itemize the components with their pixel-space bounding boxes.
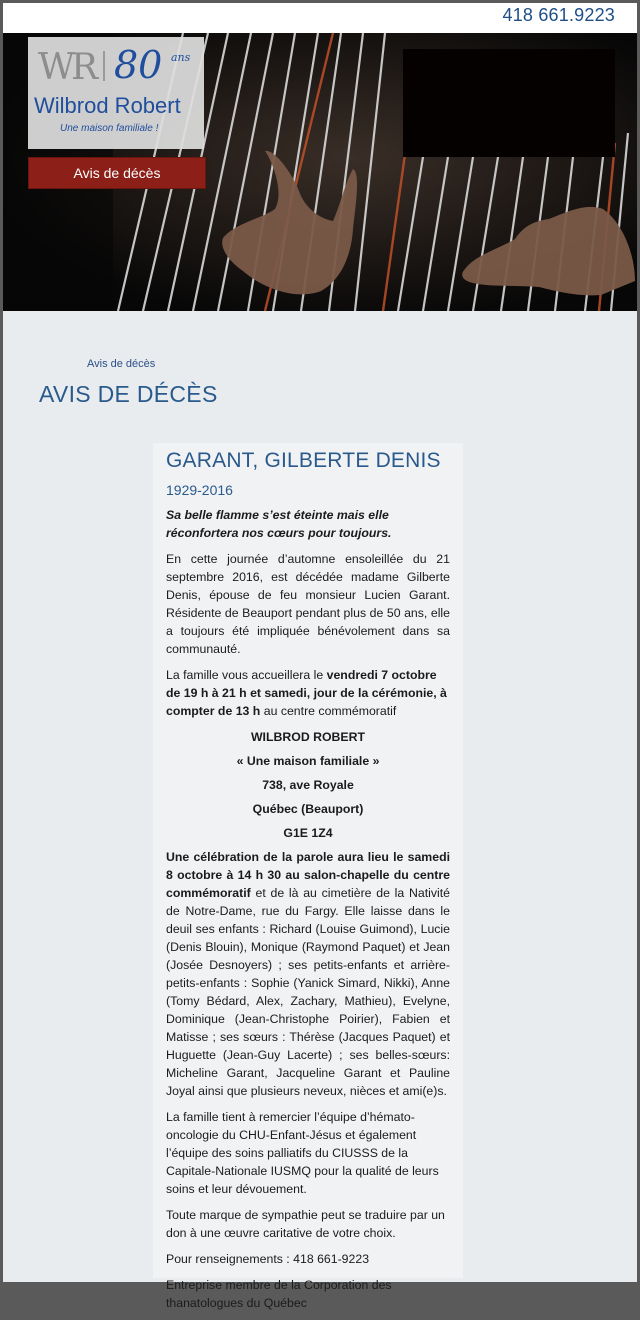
address-line-1: WILBROD ROBERT (250, 730, 366, 744)
visitation-times: vendredi 7 octobre de 19 h à 21 h et samedi, jour de la cérémonie, à compter de 13 h (166, 668, 447, 718)
address-line-2: « Une maison familiale » (236, 754, 380, 768)
obituary-content (166, 448, 450, 1320)
address-line-4: Québec (Beauport) (252, 802, 364, 816)
contact-info: Pour renseignements : 418 661-9223 (166, 1252, 370, 1266)
video-placeholder (403, 49, 615, 157)
hero-banner (3, 33, 637, 311)
address-line-5: G1E 1Z4 (283, 826, 333, 840)
thanks-paragraph: La famille tient à remercier l’équipe d’hémato-oncologie du CHU-Enfant-Jésus et également l’équipe des soins palliatifs du CIUSSS de la Capitale-Nationale IUSMQ pour la qualité de leurs soins et leur dévouement. (166, 1110, 439, 1196)
breadcrumb[interactable]: Avis de décès (87, 358, 156, 370)
top-bar (3, 3, 637, 33)
family-list: et de là au cimetière de la Nativité de Notre-Dame, rue du Fargy. Elle laisse dans le deuil ses enfants : Richard (Louise Guimond), Lucie (Denis Blouin), Monique (Raymond Paquet) et Jean (Josée Desnoyers) ; ses petits-enfants et arrière-petits-enfants : Sophie (Yanick Simard, Nikki), Anne (Tomy Bédard, Alex, Zachary, Mathieu), Evelyne, Dominique (Jean-Christophe Poirier), Fabien et Matisse ; ses sœurs : Thérèse (Jacques Paquet) et Huguette (Jean-Guy Lacerte) ; ses belles-sœurs: Micheline Garant, Jacqueline Garant et Pauline Joyal ainsi que plusieurs neveux, nièces et ami(e)s. (166, 886, 450, 1098)
ceremony-details: Une célébration de la parole aura lieu le samedi 8 octobre à 14 h 30 au salon-chapelle du centre commémoratif (166, 850, 450, 900)
logo-anniversary-unit: ans (171, 51, 191, 64)
visitation-text: La famille vous accueillera le (166, 668, 327, 682)
obituary-quote: Sa belle flamme s’est éteinte mais elle réconfortera nos cœurs pour toujours. (166, 508, 392, 540)
address-line-3: 738, ave Royale (262, 778, 354, 792)
page-title: AVIS DE DÉCÈS (39, 381, 218, 407)
visitation-place: au centre commémoratif (260, 704, 397, 718)
logo-company-name: Wilbrod Robert (34, 93, 181, 118)
logo-monogram: WR (38, 47, 95, 88)
logo-anniversary: 80 (114, 43, 163, 87)
company-logo[interactable] (28, 37, 204, 149)
obituary-intro: En cette journée d’automne ensoleillée du 21 septembre 2016, est décédée madame Gilberte Denis, épouse de feu monsieur Lucien Garant. Résidente de Beauport pendant plus de 50 ans, elle a toujours été impliquée bénévolement dans sa communauté. (166, 552, 450, 656)
phone-number-link[interactable]: 418 661.9223 (502, 5, 615, 25)
visitation-paragraph (166, 666, 450, 720)
avis-de-deces-button[interactable]: Avis de décès (28, 157, 206, 189)
page-frame (3, 3, 637, 1310)
logo-divider (103, 51, 105, 81)
deceased-name: GARANT, GILBERTE DENIS (166, 449, 441, 472)
ceremony-paragraph (166, 848, 450, 1100)
sympathy-paragraph: Toute marque de sympathie peut se traduire par un don à une œuvre caritative de votre choix. (166, 1208, 445, 1240)
logo-tagline: Une maison familiale ! (60, 123, 159, 134)
life-years: 1929-2016 (166, 482, 233, 498)
membership-note: Entreprise membre de la Corporation des thanatologues du Québec (166, 1278, 392, 1310)
